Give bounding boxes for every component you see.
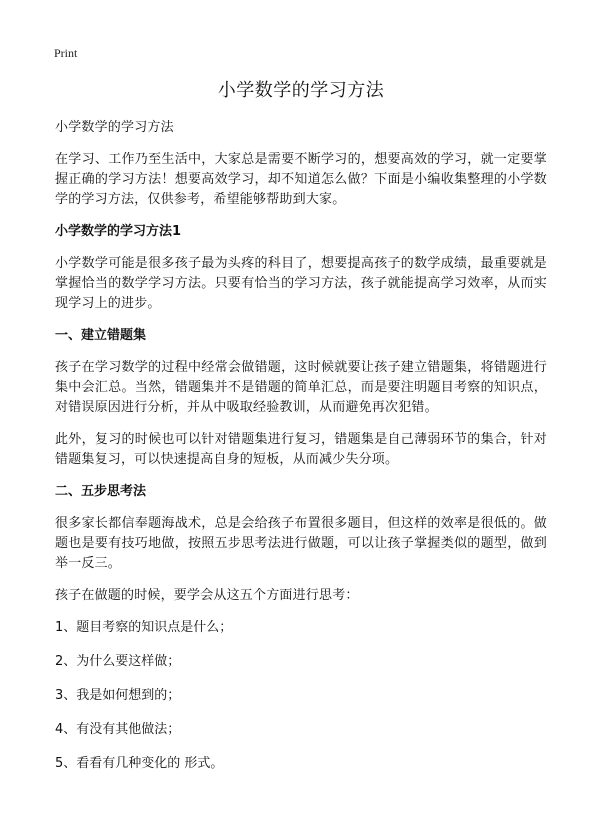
- section-heading-1: 小学数学的学习方法1: [55, 224, 182, 239]
- list-item: 2、为什么要这样做；: [55, 654, 181, 669]
- five-step-paragraph-2: 孩子在做题的时候，要学会从这五个方面进行思考：: [55, 588, 359, 603]
- list-item: 5、看看有几种变化的 形式。: [55, 756, 224, 771]
- list-item: 4、有没有其他做法；: [55, 722, 181, 737]
- error-notebook-paragraph-2: 此外，复习的时候也可以针对错题集进行复习，错题集是自己薄弱环节的集合，针对错题集复习，可以快速提高自身的短板，从而减少失分项。: [55, 432, 547, 467]
- error-notebook-paragraph-1: 孩子在学习数学的过程中经常会做错题，这时候就要让孩子建立错题集，将错题进行集中会汇总。当然，错题集并不是错题的简单汇总，而是要注明题目考察的知识点，对错误原因进行分析，并从中吸取经验教训，从而避免再次犯错。: [55, 360, 547, 415]
- section1-paragraph: 小学数学可能是很多孩子最为头疼的科目了，想要提高孩子的数学成绩，最重要就是掌握恰当的数学学习方法。只要有恰当的学习方法，孩子就能提高学习效率，从而实现学习上的进步。: [55, 256, 547, 311]
- document-body: [55, 78, 547, 788]
- heading-five-step-method: 二、五步思考法: [55, 484, 147, 499]
- intro-paragraph: 在学习、工作乃至生活中，大家总是需要不断学习的，想要高效的学习，就一定要掌握正确的学习方法！想要高效学习，却不知道怎么做？下面是小编收集整理的小学数学的学习方法，仅供参考，希望能够帮助到大家。: [55, 152, 547, 207]
- list-item: 1、题目考察的知识点是什么；: [55, 620, 233, 635]
- list-item: 3、我是如何想到的；: [55, 688, 181, 703]
- document-title: 小学数学的学习方法: [217, 80, 385, 101]
- document-subtitle: 小学数学的学习方法: [55, 120, 174, 135]
- five-step-paragraph-1: 很多家长都信奉题海战术，总是会给孩子布置很多题目，但这样的效率是很低的。做题也是要有技巧地做，按照五步思考法进行做题，可以让孩子掌握类似的题型，做到举一反三。: [55, 516, 547, 571]
- print-link[interactable]: Print: [54, 46, 78, 60]
- heading-error-notebook: 一、建立错题集: [55, 328, 147, 343]
